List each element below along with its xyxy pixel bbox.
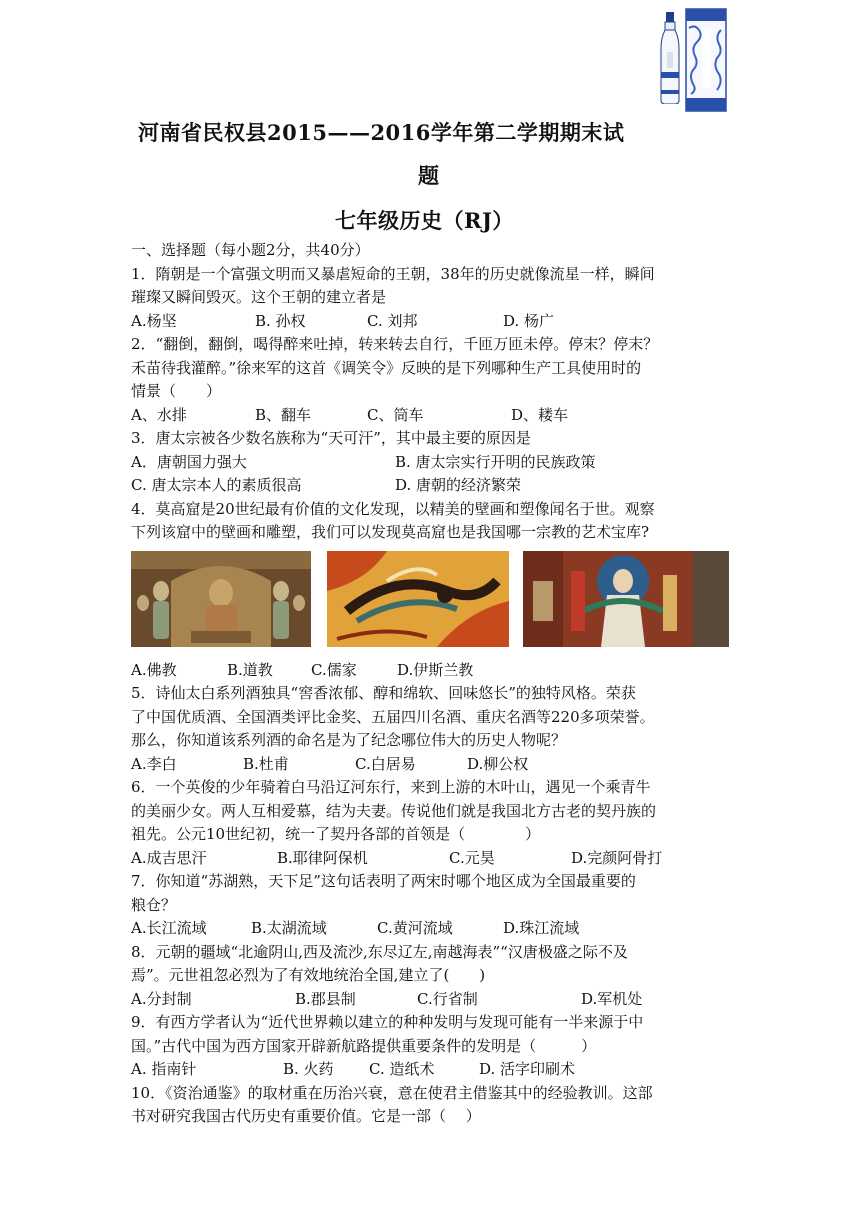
answer-option[interactable]: D.柳公权 (467, 754, 529, 773)
question-1 (131, 263, 741, 334)
question-text-line: 禾苗待我灌醉。”徐来军的这首《调笑令》反映的是下列哪种生产工具使用时的 (131, 358, 642, 377)
answer-option[interactable]: C.黄河流域 (377, 919, 453, 937)
option-row (131, 847, 741, 871)
question-text-line: 了中国优质酒、全国酒类评比金奖、五届四川名酒、重庆名酒等220多项荣誉。 (131, 707, 655, 726)
answer-option[interactable]: D.军机处 (581, 989, 643, 1008)
question-text-line: 7．你知道“苏湖熟，天下足”这句话表明了两宋时哪个地区成为全国最重要的 (131, 872, 636, 890)
question-text-line: 5．诗仙太白系列酒独具“窖香浓郁、醇和绵软、回味悠长”的独特风格。荣获 (131, 684, 636, 702)
answer-option[interactable]: C.元昊 (449, 848, 495, 867)
option-row (131, 659, 741, 683)
option-row (131, 474, 741, 498)
question-text-line: 3．唐太宗被各少数名族称为“天可汗”，其中最主要的原因是 (131, 429, 531, 447)
question-text-line: 9．有西方学者认为“近代世界赖以建立的种种发明与发现可能有一半来源于中 (131, 1013, 644, 1031)
answer-option[interactable]: A.杨坚 (131, 311, 177, 330)
exam-subtitle: 七年级历史（RJ） (335, 208, 514, 233)
answer-option[interactable]: B.郡县制 (295, 989, 356, 1008)
question-text-line: 国。”古代中国为西方国家开辟新航路提供重要条件的发明是（ ） (131, 1036, 597, 1055)
answer-option[interactable]: A.长江流域 (131, 919, 207, 937)
question-text-line: 8．元朝的疆域“北逾阴山,西及流沙,东尽辽左,南越海表”“汉唐极盛之际不及 (131, 942, 628, 961)
answer-option[interactable]: B. 唐太宗实行开明的民族政策 (395, 452, 596, 471)
question-6 (131, 776, 741, 870)
option-row (131, 1058, 741, 1082)
question-10 (131, 1082, 741, 1129)
answer-option[interactable]: A.分封制 (131, 989, 192, 1008)
answer-option[interactable]: B.太湖流域 (251, 919, 327, 937)
answer-option[interactable]: C.儒家 (311, 660, 357, 679)
answer-option[interactable]: B、翻车 (255, 405, 312, 424)
answer-option[interactable]: C. 造纸术 (369, 1060, 435, 1078)
wine-bottle-and-box-icon (655, 8, 727, 108)
answer-option[interactable]: C. 刘邦 (367, 311, 418, 330)
flying-apsara-mural-image (327, 551, 509, 647)
option-row (131, 753, 741, 777)
question-3 (131, 427, 741, 498)
answer-option[interactable]: D. 杨广 (503, 311, 555, 330)
answer-option[interactable]: A.成吉思汗 (131, 848, 207, 867)
exam-body (131, 239, 741, 1129)
answer-option[interactable]: C. 唐太宗本人的素质很高 (131, 476, 302, 494)
question-text-line: 焉”。元世祖忽必烈为了有效地统治全国,建立了( ) (131, 966, 486, 984)
question-text-line: 璀璨又瞬间毁灭。这个王朝的建立者是 (131, 288, 387, 306)
bodhisattva-mural-image (523, 551, 729, 647)
exam-title-line1: 河南省民权县2015——2016学年第二学期期末试 (138, 120, 625, 145)
question-list (131, 263, 741, 1129)
answer-option[interactable]: B. 孙权 (255, 311, 306, 330)
question-text-line: 祖先。公元10世纪初，统一了契丹各部的首领是（ ） (131, 825, 541, 843)
mural-images (131, 551, 741, 655)
question-2 (131, 333, 741, 427)
wine-bottle-icon (659, 12, 681, 104)
answer-option[interactable]: C.行省制 (417, 989, 478, 1008)
answer-option[interactable]: C.白居易 (355, 754, 416, 773)
question-text-line: 4．莫高窟是20世纪最有价值的文化发现，以精美的壁画和塑像闻名于世。观察 (131, 499, 655, 518)
answer-option[interactable]: B.耶律阿保机 (277, 848, 368, 867)
option-row (131, 451, 741, 475)
option-row (131, 404, 741, 428)
question-text-line: 1．隋朝是一个富强文明而又暴虐短命的王朝，38年的历史就像流星一样，瞬间 (131, 264, 655, 283)
section-heading: 一、选择题（每小题2分，共40分） (131, 241, 370, 259)
answer-option[interactable]: D.伊斯兰教 (397, 660, 474, 679)
question-5 (131, 682, 741, 776)
question-4 (131, 498, 741, 683)
answer-option[interactable]: D.完颜阿骨打 (571, 848, 663, 867)
question-text-line: 的美丽少女。两人互相爱慕，结为夫妻。传说他们就是我国北方古老的契丹族的 (131, 801, 657, 820)
question-text-line: 下列该窟中的壁画和雕塑，我们可以发现莫高窟也是我国哪一宗教的艺术宝库? (131, 523, 650, 541)
answer-option[interactable]: B.杜甫 (243, 754, 289, 773)
answer-option[interactable]: A.李白 (131, 754, 177, 773)
question-text-line: 6．一个英俊的少年骑着白马沿辽河东行，来到上游的木叶山，遇见一个乘青牛 (131, 778, 651, 796)
question-9 (131, 1011, 741, 1082)
option-row (131, 988, 741, 1012)
answer-option[interactable]: A. 指南针 (131, 1060, 197, 1078)
answer-option[interactable]: D. 唐朝的经济繁荣 (395, 476, 522, 494)
exam-title-line2: 题 (418, 163, 440, 188)
question-text-line: 10．《资治通鉴》的取材重在历治兴衰，意在使君主借鉴其中的经验教训。这部 (131, 1083, 653, 1102)
answer-option[interactable]: B.道教 (227, 660, 273, 679)
answer-option[interactable]: A、水排 (131, 405, 187, 424)
question-8 (131, 941, 741, 1012)
answer-option[interactable]: D、耧车 (511, 405, 569, 424)
buddha-statues-image (131, 551, 311, 647)
question-text-line: 那么，你知道该系列酒的命名是为了纪念哪位伟大的历史人物呢？ (131, 731, 567, 749)
question-text-line: 粮仓？ (131, 895, 177, 914)
answer-option[interactable]: A．唐朝国力强大 (131, 452, 247, 471)
option-row (131, 917, 741, 941)
question-7 (131, 870, 741, 941)
question-text-line: 书对研究我国古代历史有重要价值。它是一部（ ） (131, 1107, 481, 1125)
answer-option[interactable]: D. 活字印刷术 (479, 1060, 576, 1078)
answer-option[interactable]: C、筒车 (367, 405, 424, 424)
option-row (131, 310, 741, 334)
answer-option[interactable]: D.珠江流域 (503, 919, 580, 937)
question-text-line: 2．“翻倒，翻倒，喝得醉来吐掉，转来转去自行，千匝万匝未停。停末？停末？ (131, 335, 659, 353)
answer-option[interactable]: B. 火药 (283, 1060, 334, 1078)
wine-box-icon (685, 8, 727, 112)
question-text-line: 情景（ ） (131, 382, 222, 400)
answer-option[interactable]: A.佛教 (131, 660, 177, 679)
